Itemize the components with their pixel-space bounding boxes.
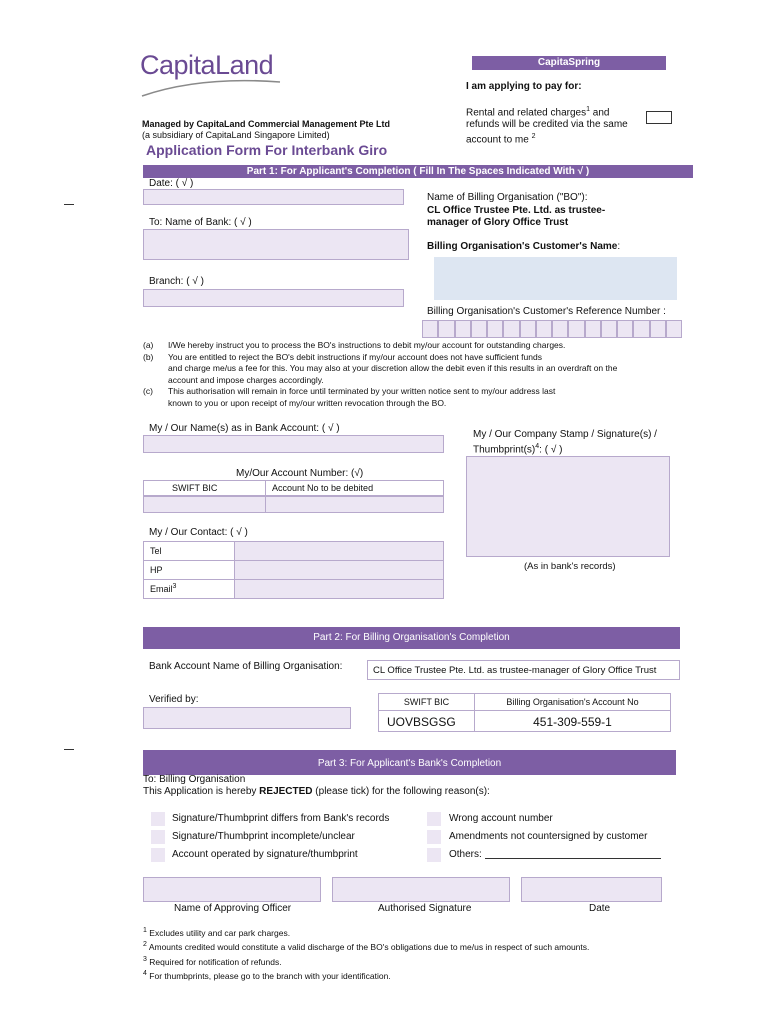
clause-line: and charge me/us a fee for this. You may also at your discretion allow the debit even if this results in an overdraft on the <box>168 363 618 373</box>
bo-name-line2: manager of Glory Office Trust <box>427 217 569 228</box>
property-header: CapitaSpring <box>472 56 666 70</box>
applying-option-text: Rental and related charges$^1$ and refunds will be credited via the same account to me $^2$ <box>466 106 628 146</box>
logo-swoosh-icon <box>140 78 285 98</box>
contact-email-label: Email$^3$ <box>143 579 235 599</box>
bo-acct-value: 451-309-559-1 <box>474 710 671 732</box>
footnotes <box>143 925 589 982</box>
clause-line: (a) I/We hereby instruct you to process the BO's instructions to debit my/our account for outstanding charges. <box>143 340 566 350</box>
reason-label: Wrong account number <box>449 813 553 824</box>
to-billing-org: To: Billing Organisation <box>143 774 246 785</box>
authorised-signature-field[interactable] <box>332 877 510 902</box>
manager-line: Managed by CapitaLand Commercial Management Pte Ltd <box>142 119 391 129</box>
stamp-signature-field[interactable] <box>466 456 670 557</box>
bank-name-label: To: Name of Bank: ( √ ) <box>149 217 252 228</box>
clause-line: known to you or upon receipt of my/our written revocation through the BO. <box>168 397 447 408</box>
date-bank-field[interactable] <box>521 877 662 902</box>
footnote: $^4$ For thumbprints, please go to the branch with your identification. <box>143 969 391 981</box>
contact-tel-field[interactable] <box>234 541 444 561</box>
account-name-label: My / Our Name(s) as in Bank Account: ( √ ) <box>149 423 340 434</box>
bank-records-note: (As in bank's records) <box>524 561 616 572</box>
rejected-statement: This Application is hereby REJECTED (please tick) for the following reason(s): <box>143 786 490 797</box>
bank-name-field[interactable] <box>143 229 409 260</box>
reason-label: Signature/Thumbprint differs from Bank's records <box>172 813 390 824</box>
clause-line: (c) This authorisation will remain in force until terminated by your written notice sent to my/our address last <box>143 386 556 396</box>
sign-label: Name of Approving Officer <box>174 903 292 914</box>
margin-dash <box>64 204 74 205</box>
logo-text: CapitaLand <box>140 50 274 80</box>
verified-field[interactable] <box>143 707 351 729</box>
part1-header: Part 1: For Applicant's Completion ( Fill In The Spaces Indicated With √ ) <box>143 165 693 178</box>
contact-label: My / Our Contact: ( √ ) <box>149 527 248 538</box>
margin-dash <box>64 749 74 750</box>
stamp-label: My / Our Company Stamp / Signature(s) / $Thumbprint(s)^4$: ( √ ) <box>473 429 657 456</box>
date-label: Date: ( √ ) <box>149 178 194 189</box>
customer-name-label: Billing Organisation's Customer's Name: <box>427 241 621 252</box>
bank-acct-name-value: CL Office Trustee Pte. Ltd. as trustee-manager of Glory Office Trust <box>367 660 680 680</box>
verified-label: Verified by: <box>149 694 199 705</box>
approving-officer-field[interactable] <box>143 877 321 902</box>
applying-label: I am applying to pay for: <box>466 81 582 92</box>
form-title: Application Form For Interbank Giro <box>146 142 388 158</box>
reason-checkbox[interactable] <box>151 848 165 862</box>
reason-label: Signature/Thumbprint incomplete/unclear <box>172 831 355 842</box>
contact-tel-label: Tel <box>143 541 235 561</box>
contact-email-field[interactable] <box>234 579 444 599</box>
reason-label: Amendments not countersigned by customer <box>449 831 648 842</box>
sign-label: Date <box>589 903 611 914</box>
account-number-label: My/Our Account Number: (√) <box>236 468 364 479</box>
part3-header: Part 3: For Applicant's Bank's Completion <box>143 750 676 775</box>
sign-label: Authorised Signature <box>378 903 472 914</box>
reason-checkbox[interactable] <box>151 812 165 826</box>
contact-hp-label: HP <box>143 560 235 580</box>
reason-label: Others: <box>449 849 482 860</box>
reason-checkbox[interactable] <box>427 848 441 862</box>
swift-value: UOVBSGSG <box>378 710 475 732</box>
reason-checkbox[interactable] <box>427 830 441 844</box>
customer-ref-boxes[interactable] <box>422 320 682 338</box>
bo-name-line1: CL Office Trustee Pte. Ltd. as trustee- <box>427 205 606 216</box>
others-input-line[interactable] <box>485 858 661 859</box>
account-name-field[interactable] <box>143 435 444 453</box>
customer-ref-label: Billing Organisation's Customer's Reference Number : <box>427 306 666 317</box>
authorisation-clauses <box>143 340 683 409</box>
customer-name-field[interactable] <box>434 257 677 300</box>
clause-line: account and impose charges accordingly. <box>168 374 324 385</box>
reason-checkbox[interactable] <box>151 830 165 844</box>
footnote: $^2$ Amounts credited would constitute a valid discharge of the BO's obligations due to me/us in respect of such amounts. <box>143 941 590 953</box>
date-field[interactable] <box>143 189 404 205</box>
bank-acct-name-label: Bank Account Name of Billing Organisation: <box>149 661 343 672</box>
bo-label: Name of Billing Organisation ("BO"): <box>427 192 588 203</box>
footnote: $^1$ Excludes utility and car park charges. <box>143 927 291 938</box>
rental-checkbox[interactable] <box>646 111 672 124</box>
branch-label: Branch: ( √ ) <box>149 276 204 287</box>
subsidiary-line: (a subsidiary of CapitaLand Singapore Limited) <box>142 130 330 140</box>
capitaland-logo <box>140 50 285 100</box>
reason-label: Account operated by signature/thumbprint <box>172 849 358 860</box>
contact-hp-field[interactable] <box>234 560 444 580</box>
part2-header: Part 2: For Billing Organisation's Completion <box>143 627 680 649</box>
swift-header: SWIFT BIC <box>378 693 475 711</box>
branch-field[interactable] <box>143 289 404 307</box>
bo-acct-header: Billing Organisation's Account No <box>474 693 671 711</box>
account-col-header: Account No to be debited <box>265 480 444 496</box>
footnote: $^3$ Required for notification of refunds. <box>143 955 282 967</box>
swift-input[interactable] <box>143 496 266 513</box>
clause-line: (b) You are entitled to reject the BO's debit instructions if my/our account does not have sufficient funds <box>143 351 542 362</box>
swift-col-header: SWIFT BIC <box>143 480 266 496</box>
account-input[interactable] <box>265 496 444 513</box>
reason-checkbox[interactable] <box>427 812 441 826</box>
